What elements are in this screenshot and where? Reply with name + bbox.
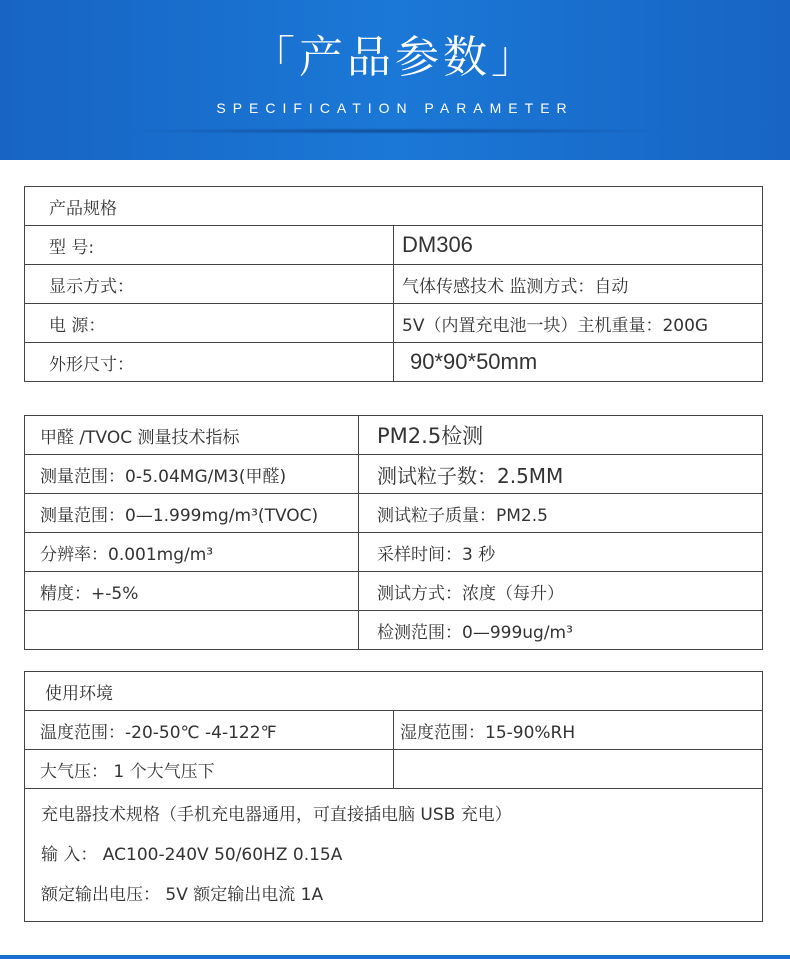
header-banner (0, 0, 790, 160)
table-cell-left (25, 611, 359, 650)
atmospheric-pressure: 大气压： 1 个大气压下 (25, 750, 394, 789)
table-cell-left: 精度：+-5% (25, 572, 359, 611)
page-subtitle: SPECIFICATION PARAMETER (216, 100, 574, 116)
charger-spec-block (25, 789, 763, 922)
environment-table (24, 671, 763, 922)
environment-heading: 使用环境 (25, 672, 763, 711)
charger-output: 额定输出电压： 5V 额定输出电流 1A (41, 885, 324, 905)
power-label: 电 源： (25, 304, 394, 343)
formaldehyde-tvoc-heading: 甲醛 /TVOC 测量技术指标 (25, 416, 359, 455)
title-underline-glow (120, 128, 670, 134)
temperature-range: 温度范围：-20-50℃ -4-122℉ (25, 711, 394, 750)
model-value: DM306 (394, 226, 763, 265)
dimensions-value: 90*90*50mm (394, 343, 763, 382)
table-cell-right: 测试粒子数：2.5MM (359, 455, 763, 494)
table-cell-left: 测量范围：0—1.999mg/m³(TVOC) (25, 494, 359, 533)
footer-divider (0, 955, 790, 959)
dimensions-label: 外形尺寸： (25, 343, 394, 382)
pm25-heading: PM2.5检测 (359, 416, 763, 455)
page-title: 「产品参数」 (251, 32, 539, 83)
empty-cell (394, 750, 763, 789)
table-cell-right: 测试方式：浓度（每升） (359, 572, 763, 611)
display-mode-label: 显示方式： (25, 265, 394, 304)
model-label: 型 号: (25, 226, 394, 265)
humidity-range: 湿度范围：15-90%RH (394, 711, 763, 750)
power-value: 5V（内置充电池一块）主机重量：200G (394, 304, 763, 343)
table-cell-right: 采样时间：3 秒 (359, 533, 763, 572)
charger-spec-heading: 充电器技术规格（手机充电器通用，可直接插电脑 USB 充电） (41, 805, 512, 825)
table-cell-left: 分辨率：0.001mg/m³ (25, 533, 359, 572)
table-cell-left: 测量范围：0-5.04MG/M3(甲醛) (25, 455, 359, 494)
display-mode-value: 气体传感技术 监测方式：自动 (394, 265, 763, 304)
charger-input: 输 入： AC100-240V 50/60HZ 0.15A (41, 845, 343, 865)
measurement-spec-table (24, 415, 763, 650)
product-spec-heading: 产品规格 (25, 187, 763, 226)
table-cell-right: 测试粒子质量：PM2.5 (359, 494, 763, 533)
product-spec-table (24, 186, 763, 382)
table-cell-right: 检测范围：0—999ug/m³ (359, 611, 763, 650)
